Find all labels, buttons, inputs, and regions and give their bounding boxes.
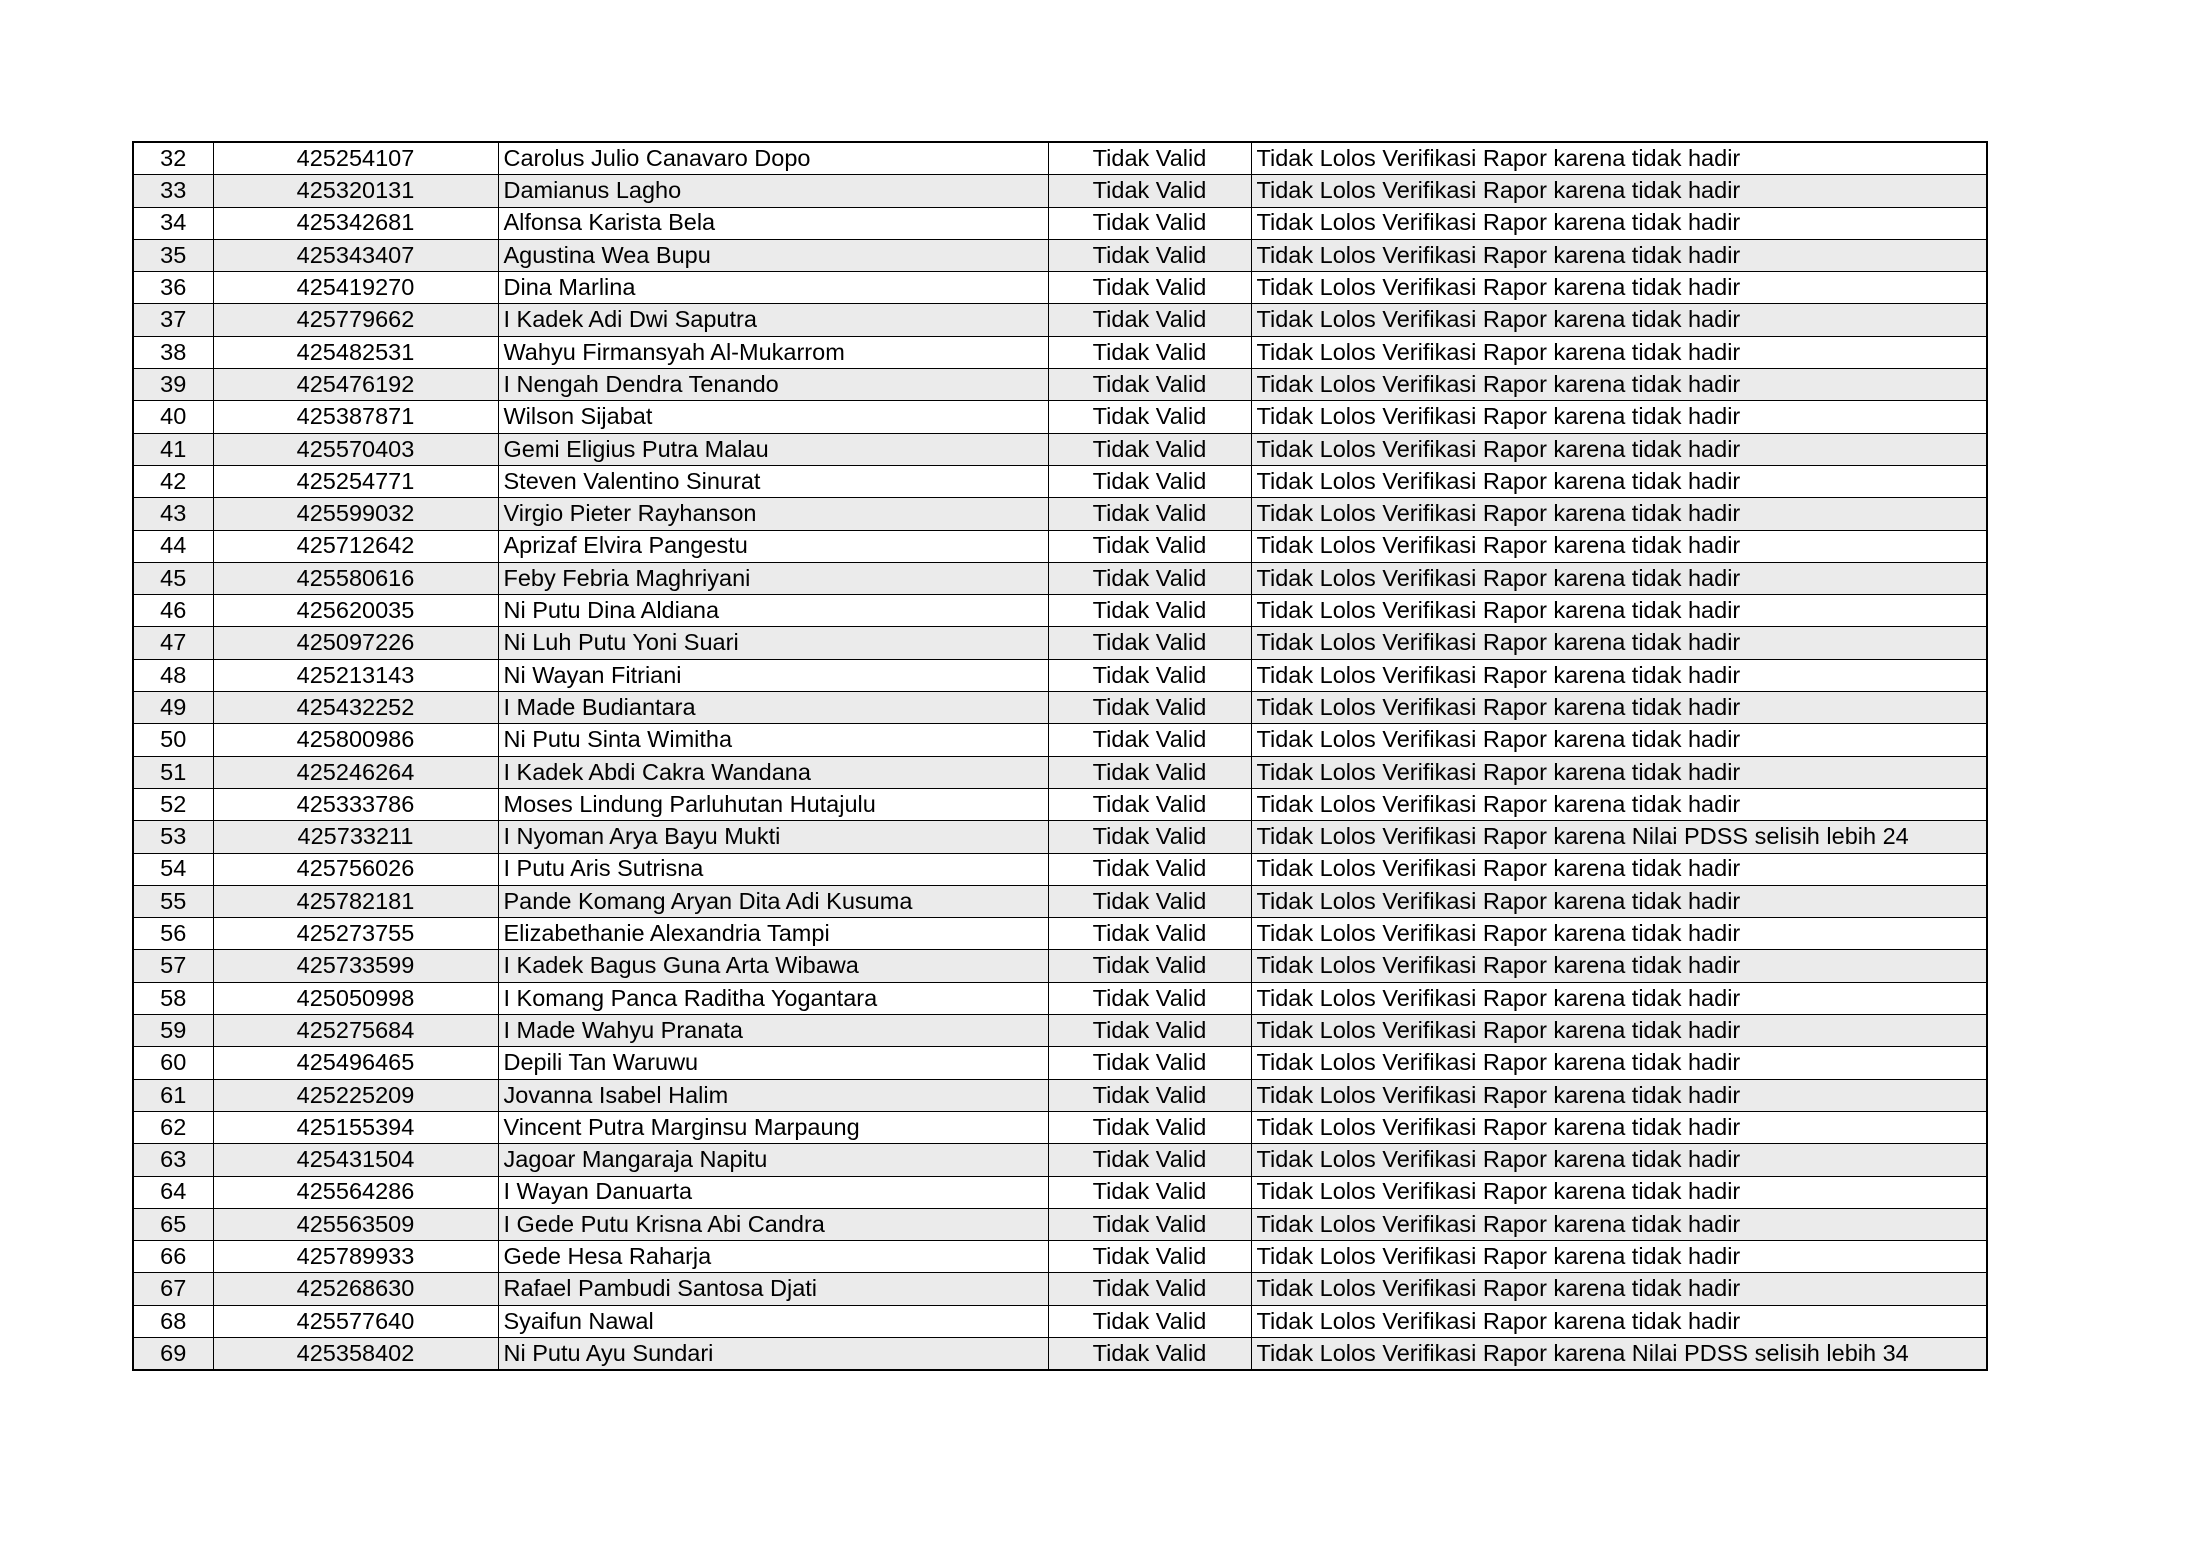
student-name-cell: Syaifun Nawal <box>498 1305 1048 1337</box>
verification-note-cell: Tidak Lolos Verifikasi Rapor karena tidak hadir <box>1251 142 1987 175</box>
validation-status-cell: Tidak Valid <box>1048 562 1251 594</box>
table-row <box>133 692 1987 724</box>
verification-note-cell: Tidak Lolos Verifikasi Rapor karena tidak hadir <box>1251 433 1987 465</box>
table-row <box>133 369 1987 401</box>
student-name-cell: Feby Febria Maghriyani <box>498 562 1048 594</box>
verification-note-cell: Tidak Lolos Verifikasi Rapor karena tidak hadir <box>1251 530 1987 562</box>
table-row <box>133 627 1987 659</box>
student-name-cell: Wilson Sijabat <box>498 401 1048 433</box>
registration-number-cell: 425268630 <box>213 1273 498 1305</box>
validation-status-cell: Tidak Valid <box>1048 207 1251 239</box>
student-name-cell: Ni Putu Dina Aldiana <box>498 595 1048 627</box>
verification-note-cell: Tidak Lolos Verifikasi Rapor karena tidak hadir <box>1251 562 1987 594</box>
registration-number-cell: 425570403 <box>213 433 498 465</box>
table-row <box>133 239 1987 271</box>
row-number-cell: 52 <box>133 788 213 820</box>
verification-note-cell: Tidak Lolos Verifikasi Rapor karena tidak hadir <box>1251 207 1987 239</box>
verification-note-cell: Tidak Lolos Verifikasi Rapor karena tidak hadir <box>1251 982 1987 1014</box>
verification-note-cell: Tidak Lolos Verifikasi Rapor karena tidak hadir <box>1251 1144 1987 1176</box>
verification-note-cell: Tidak Lolos Verifikasi Rapor karena tidak hadir <box>1251 950 1987 982</box>
student-name-cell: Moses Lindung Parluhutan Hutajulu <box>498 788 1048 820</box>
row-number-cell: 36 <box>133 272 213 304</box>
student-name-cell: Depili Tan Waruwu <box>498 1047 1048 1079</box>
registration-number-cell: 425320131 <box>213 175 498 207</box>
table-row <box>133 821 1987 853</box>
registration-number-cell: 425342681 <box>213 207 498 239</box>
verification-note-cell: Tidak Lolos Verifikasi Rapor karena tidak hadir <box>1251 692 1987 724</box>
table-row <box>133 1337 1987 1370</box>
row-number-cell: 45 <box>133 562 213 594</box>
validation-status-cell: Tidak Valid <box>1048 433 1251 465</box>
table-row <box>133 175 1987 207</box>
registration-number-cell: 425482531 <box>213 336 498 368</box>
table-row <box>133 853 1987 885</box>
student-name-cell: I Komang Panca Raditha Yogantara <box>498 982 1048 1014</box>
registration-number-cell: 425358402 <box>213 1337 498 1370</box>
row-number-cell: 63 <box>133 1144 213 1176</box>
table-row <box>133 272 1987 304</box>
verification-note-cell: Tidak Lolos Verifikasi Rapor karena tidak hadir <box>1251 1047 1987 1079</box>
row-number-cell: 53 <box>133 821 213 853</box>
validation-status-cell: Tidak Valid <box>1048 885 1251 917</box>
student-name-cell: Ni Putu Sinta Wimitha <box>498 724 1048 756</box>
student-name-cell: I Gede Putu Krisna Abi Candra <box>498 1208 1048 1240</box>
table-row <box>133 1047 1987 1079</box>
row-number-cell: 59 <box>133 1015 213 1047</box>
verification-note-cell: Tidak Lolos Verifikasi Rapor karena Nilai PDSS selisih lebih 34 <box>1251 1337 1987 1370</box>
verification-note-cell: Tidak Lolos Verifikasi Rapor karena Nilai PDSS selisih lebih 24 <box>1251 821 1987 853</box>
row-number-cell: 69 <box>133 1337 213 1370</box>
student-name-cell: I Nyoman Arya Bayu Mukti <box>498 821 1048 853</box>
row-number-cell: 68 <box>133 1305 213 1337</box>
registration-number-cell: 425246264 <box>213 756 498 788</box>
student-name-cell: I Nengah Dendra Tenando <box>498 369 1048 401</box>
row-number-cell: 62 <box>133 1111 213 1143</box>
table-row <box>133 530 1987 562</box>
validation-status-cell: Tidak Valid <box>1048 918 1251 950</box>
registration-number-cell: 425733599 <box>213 950 498 982</box>
registration-number-cell: 425155394 <box>213 1111 498 1143</box>
validation-status-cell: Tidak Valid <box>1048 1144 1251 1176</box>
validation-status-cell: Tidak Valid <box>1048 142 1251 175</box>
student-name-cell: I Wayan Danuarta <box>498 1176 1048 1208</box>
student-name-cell: Gede Hesa Raharja <box>498 1241 1048 1273</box>
validation-status-cell: Tidak Valid <box>1048 1208 1251 1240</box>
student-name-cell: Jovanna Isabel Halim <box>498 1079 1048 1111</box>
student-name-cell: I Kadek Adi Dwi Saputra <box>498 304 1048 336</box>
validation-status-cell: Tidak Valid <box>1048 498 1251 530</box>
validation-status-cell: Tidak Valid <box>1048 853 1251 885</box>
verification-note-cell: Tidak Lolos Verifikasi Rapor karena tidak hadir <box>1251 756 1987 788</box>
student-name-cell: Rafael Pambudi Santosa Djati <box>498 1273 1048 1305</box>
verification-note-cell: Tidak Lolos Verifikasi Rapor karena tidak hadir <box>1251 1176 1987 1208</box>
student-name-cell: Ni Wayan Fitriani <box>498 659 1048 691</box>
registration-number-cell: 425800986 <box>213 724 498 756</box>
validation-status-cell: Tidak Valid <box>1048 821 1251 853</box>
registration-number-cell: 425431504 <box>213 1144 498 1176</box>
table-row <box>133 498 1987 530</box>
verification-note-cell: Tidak Lolos Verifikasi Rapor karena tidak hadir <box>1251 1079 1987 1111</box>
verification-note-cell: Tidak Lolos Verifikasi Rapor karena tidak hadir <box>1251 336 1987 368</box>
verification-note-cell: Tidak Lolos Verifikasi Rapor karena tidak hadir <box>1251 724 1987 756</box>
registration-number-cell: 425333786 <box>213 788 498 820</box>
table-row <box>133 788 1987 820</box>
row-number-cell: 46 <box>133 595 213 627</box>
registration-number-cell: 425254771 <box>213 465 498 497</box>
verification-note-cell: Tidak Lolos Verifikasi Rapor karena tidak hadir <box>1251 1111 1987 1143</box>
student-name-cell: Agustina Wea Bupu <box>498 239 1048 271</box>
registration-number-cell: 425213143 <box>213 659 498 691</box>
validation-status-cell: Tidak Valid <box>1048 530 1251 562</box>
registration-number-cell: 425756026 <box>213 853 498 885</box>
row-number-cell: 32 <box>133 142 213 175</box>
validation-status-cell: Tidak Valid <box>1048 1047 1251 1079</box>
registration-number-cell: 425343407 <box>213 239 498 271</box>
row-number-cell: 44 <box>133 530 213 562</box>
student-name-cell: Ni Putu Ayu Sundari <box>498 1337 1048 1370</box>
validation-status-cell: Tidak Valid <box>1048 1241 1251 1273</box>
table-row <box>133 304 1987 336</box>
row-number-cell: 48 <box>133 659 213 691</box>
verification-note-cell: Tidak Lolos Verifikasi Rapor karena tidak hadir <box>1251 1208 1987 1240</box>
student-name-cell: Carolus Julio Canavaro Dopo <box>498 142 1048 175</box>
registration-number-cell: 425097226 <box>213 627 498 659</box>
verification-note-cell: Tidak Lolos Verifikasi Rapor karena tidak hadir <box>1251 401 1987 433</box>
verification-note-cell: Tidak Lolos Verifikasi Rapor karena tidak hadir <box>1251 465 1987 497</box>
row-number-cell: 35 <box>133 239 213 271</box>
row-number-cell: 58 <box>133 982 213 1014</box>
registration-number-cell: 425577640 <box>213 1305 498 1337</box>
table-row <box>133 433 1987 465</box>
verification-note-cell: Tidak Lolos Verifikasi Rapor karena tidak hadir <box>1251 659 1987 691</box>
validation-status-cell: Tidak Valid <box>1048 1305 1251 1337</box>
row-number-cell: 51 <box>133 756 213 788</box>
table-row <box>133 1111 1987 1143</box>
table-row <box>133 1079 1987 1111</box>
validation-status-cell: Tidak Valid <box>1048 950 1251 982</box>
registration-number-cell: 425620035 <box>213 595 498 627</box>
validation-status-cell: Tidak Valid <box>1048 175 1251 207</box>
student-name-cell: Dina Marlina <box>498 272 1048 304</box>
registration-number-cell: 425419270 <box>213 272 498 304</box>
registration-number-cell: 425712642 <box>213 530 498 562</box>
validation-status-cell: Tidak Valid <box>1048 401 1251 433</box>
registration-number-cell: 425496465 <box>213 1047 498 1079</box>
table-row <box>133 336 1987 368</box>
student-name-cell: Elizabethanie Alexandria Tampi <box>498 918 1048 950</box>
table-row <box>133 401 1987 433</box>
table-row <box>133 1144 1987 1176</box>
row-number-cell: 54 <box>133 853 213 885</box>
registration-number-cell: 425782181 <box>213 885 498 917</box>
verification-note-cell: Tidak Lolos Verifikasi Rapor karena tidak hadir <box>1251 627 1987 659</box>
registration-number-cell: 425563509 <box>213 1208 498 1240</box>
results-table <box>132 141 1988 1371</box>
registration-number-cell: 425050998 <box>213 982 498 1014</box>
verification-note-cell: Tidak Lolos Verifikasi Rapor karena tidak hadir <box>1251 498 1987 530</box>
table-row <box>133 950 1987 982</box>
registration-number-cell: 425225209 <box>213 1079 498 1111</box>
row-number-cell: 67 <box>133 1273 213 1305</box>
validation-status-cell: Tidak Valid <box>1048 1176 1251 1208</box>
registration-number-cell: 425273755 <box>213 918 498 950</box>
row-number-cell: 57 <box>133 950 213 982</box>
table-row <box>133 1273 1987 1305</box>
validation-status-cell: Tidak Valid <box>1048 595 1251 627</box>
row-number-cell: 55 <box>133 885 213 917</box>
verification-note-cell: Tidak Lolos Verifikasi Rapor karena tidak hadir <box>1251 918 1987 950</box>
table-row <box>133 207 1987 239</box>
student-name-cell: Aprizaf Elvira Pangestu <box>498 530 1048 562</box>
verification-note-cell: Tidak Lolos Verifikasi Rapor karena tidak hadir <box>1251 272 1987 304</box>
verification-note-cell: Tidak Lolos Verifikasi Rapor karena tidak hadir <box>1251 1305 1987 1337</box>
row-number-cell: 61 <box>133 1079 213 1111</box>
registration-number-cell: 425779662 <box>213 304 498 336</box>
verification-note-cell: Tidak Lolos Verifikasi Rapor karena tidak hadir <box>1251 1273 1987 1305</box>
validation-status-cell: Tidak Valid <box>1048 1015 1251 1047</box>
table-row <box>133 756 1987 788</box>
registration-number-cell: 425789933 <box>213 1241 498 1273</box>
table-row <box>133 465 1987 497</box>
verification-note-cell: Tidak Lolos Verifikasi Rapor karena tidak hadir <box>1251 595 1987 627</box>
student-name-cell: I Kadek Abdi Cakra Wandana <box>498 756 1048 788</box>
validation-status-cell: Tidak Valid <box>1048 336 1251 368</box>
registration-number-cell: 425564286 <box>213 1176 498 1208</box>
student-name-cell: I Kadek Bagus Guna Arta Wibawa <box>498 950 1048 982</box>
row-number-cell: 34 <box>133 207 213 239</box>
table-row <box>133 142 1987 175</box>
student-name-cell: Gemi Eligius Putra Malau <box>498 433 1048 465</box>
student-name-cell: Vincent Putra Marginsu Marpaung <box>498 1111 1048 1143</box>
registration-number-cell: 425580616 <box>213 562 498 594</box>
validation-status-cell: Tidak Valid <box>1048 369 1251 401</box>
registration-number-cell: 425733211 <box>213 821 498 853</box>
validation-status-cell: Tidak Valid <box>1048 756 1251 788</box>
validation-status-cell: Tidak Valid <box>1048 1079 1251 1111</box>
table-row <box>133 1015 1987 1047</box>
row-number-cell: 42 <box>133 465 213 497</box>
verification-note-cell: Tidak Lolos Verifikasi Rapor karena tidak hadir <box>1251 1241 1987 1273</box>
row-number-cell: 56 <box>133 918 213 950</box>
row-number-cell: 37 <box>133 304 213 336</box>
verification-note-cell: Tidak Lolos Verifikasi Rapor karena tidak hadir <box>1251 1015 1987 1047</box>
validation-status-cell: Tidak Valid <box>1048 1111 1251 1143</box>
validation-status-cell: Tidak Valid <box>1048 239 1251 271</box>
row-number-cell: 49 <box>133 692 213 724</box>
row-number-cell: 40 <box>133 401 213 433</box>
row-number-cell: 66 <box>133 1241 213 1273</box>
validation-status-cell: Tidak Valid <box>1048 659 1251 691</box>
validation-status-cell: Tidak Valid <box>1048 465 1251 497</box>
registration-number-cell: 425432252 <box>213 692 498 724</box>
verification-note-cell: Tidak Lolos Verifikasi Rapor karena tidak hadir <box>1251 239 1987 271</box>
verification-note-cell: Tidak Lolos Verifikasi Rapor karena tidak hadir <box>1251 175 1987 207</box>
validation-status-cell: Tidak Valid <box>1048 724 1251 756</box>
validation-status-cell: Tidak Valid <box>1048 1337 1251 1370</box>
student-name-cell: Steven Valentino Sinurat <box>498 465 1048 497</box>
validation-status-cell: Tidak Valid <box>1048 627 1251 659</box>
table-row <box>133 982 1987 1014</box>
validation-status-cell: Tidak Valid <box>1048 788 1251 820</box>
row-number-cell: 38 <box>133 336 213 368</box>
registration-number-cell: 425476192 <box>213 369 498 401</box>
results-table-body <box>133 142 1987 1370</box>
row-number-cell: 47 <box>133 627 213 659</box>
student-name-cell: Wahyu Firmansyah Al-Mukarrom <box>498 336 1048 368</box>
verification-note-cell: Tidak Lolos Verifikasi Rapor karena tidak hadir <box>1251 304 1987 336</box>
table-row <box>133 1305 1987 1337</box>
student-name-cell: Pande Komang Aryan Dita Adi Kusuma <box>498 885 1048 917</box>
table-row <box>133 1176 1987 1208</box>
student-name-cell: I Putu Aris Sutrisna <box>498 853 1048 885</box>
row-number-cell: 43 <box>133 498 213 530</box>
row-number-cell: 64 <box>133 1176 213 1208</box>
student-name-cell: I Made Budiantara <box>498 692 1048 724</box>
student-name-cell: Ni Luh Putu Yoni Suari <box>498 627 1048 659</box>
table-row <box>133 562 1987 594</box>
row-number-cell: 33 <box>133 175 213 207</box>
student-name-cell: Virgio Pieter Rayhanson <box>498 498 1048 530</box>
validation-status-cell: Tidak Valid <box>1048 692 1251 724</box>
student-name-cell: Alfonsa Karista Bela <box>498 207 1048 239</box>
row-number-cell: 41 <box>133 433 213 465</box>
table-row <box>133 659 1987 691</box>
row-number-cell: 50 <box>133 724 213 756</box>
student-name-cell: Jagoar Mangaraja Napitu <box>498 1144 1048 1176</box>
registration-number-cell: 425599032 <box>213 498 498 530</box>
validation-status-cell: Tidak Valid <box>1048 304 1251 336</box>
student-name-cell: I Made Wahyu Pranata <box>498 1015 1048 1047</box>
table-row <box>133 918 1987 950</box>
table-row <box>133 595 1987 627</box>
table-row <box>133 1208 1987 1240</box>
validation-status-cell: Tidak Valid <box>1048 1273 1251 1305</box>
validation-status-cell: Tidak Valid <box>1048 982 1251 1014</box>
row-number-cell: 39 <box>133 369 213 401</box>
verification-note-cell: Tidak Lolos Verifikasi Rapor karena tidak hadir <box>1251 885 1987 917</box>
validation-status-cell: Tidak Valid <box>1048 272 1251 304</box>
verification-note-cell: Tidak Lolos Verifikasi Rapor karena tidak hadir <box>1251 369 1987 401</box>
verification-note-cell: Tidak Lolos Verifikasi Rapor karena tidak hadir <box>1251 788 1987 820</box>
table-row <box>133 1241 1987 1273</box>
verification-note-cell: Tidak Lolos Verifikasi Rapor karena tidak hadir <box>1251 853 1987 885</box>
table-row <box>133 724 1987 756</box>
table-row <box>133 885 1987 917</box>
row-number-cell: 65 <box>133 1208 213 1240</box>
student-name-cell: Damianus Lagho <box>498 175 1048 207</box>
registration-number-cell: 425275684 <box>213 1015 498 1047</box>
registration-number-cell: 425387871 <box>213 401 498 433</box>
row-number-cell: 60 <box>133 1047 213 1079</box>
registration-number-cell: 425254107 <box>213 142 498 175</box>
